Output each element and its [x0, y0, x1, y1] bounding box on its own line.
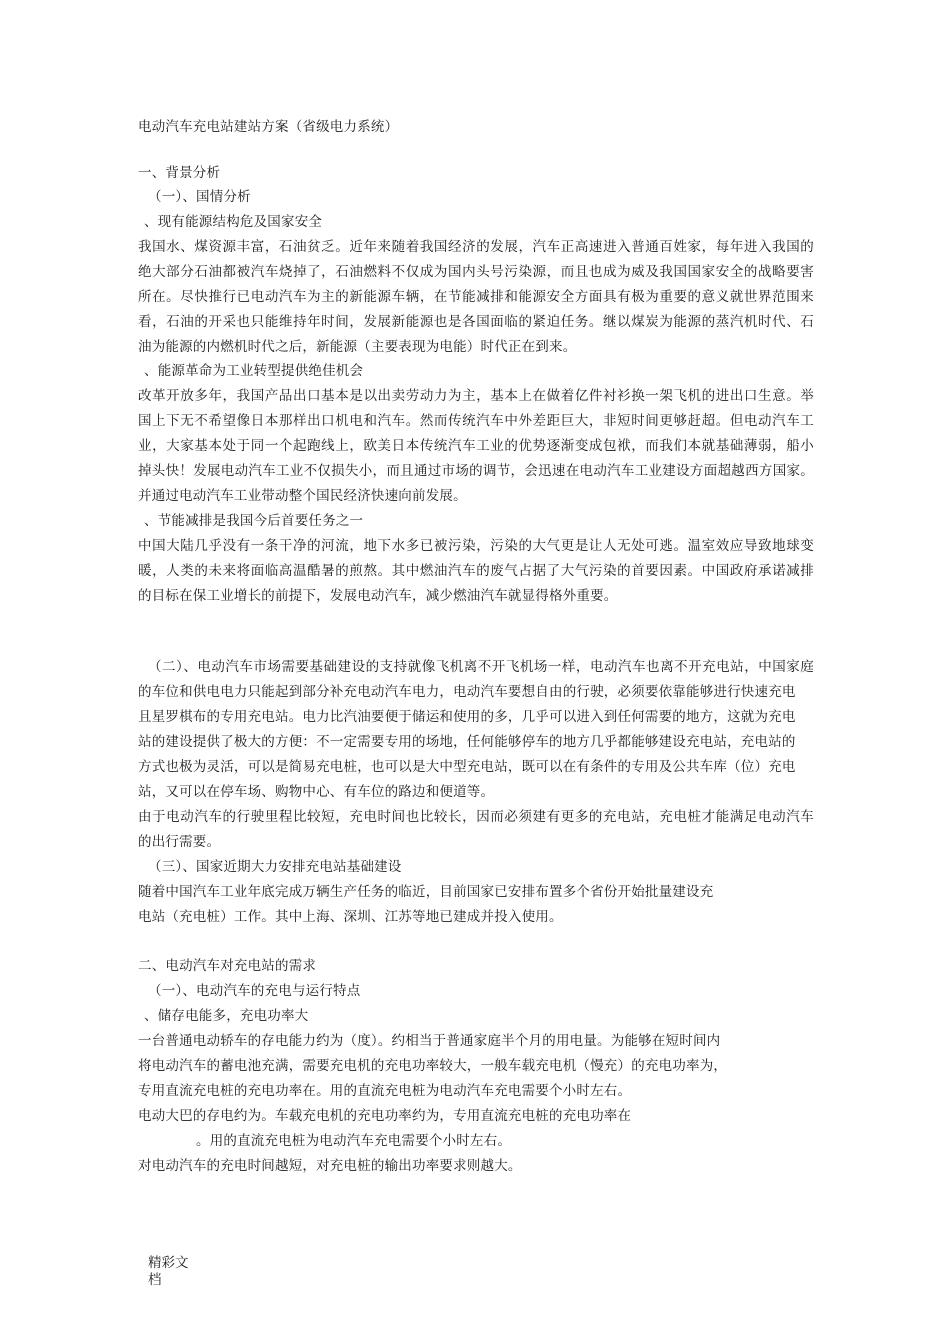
- paragraph-line: 并通过电动汽车工业带动整个国民经济快速向前发展。: [138, 488, 467, 504]
- document-title: 电动汽车充电站建站方案（省级电力系统）: [138, 119, 399, 135]
- paragraph-line: 的目标在保工业增长的前提下，发展电动汽车，减少燃油汽车就显得格外重要。: [138, 588, 618, 604]
- paragraph-line: 对电动汽车的充电时间越短，对充电桩的输出功率要求则越大。: [138, 1158, 522, 1174]
- subsection-heading: （一）、国情分析: [148, 189, 251, 205]
- paragraph-line: 改革开放多年，我国产品出口基本是以出卖劳动力为主，基本上在做着亿件衬衫换一架飞机的进出口生意。举: [138, 388, 814, 404]
- paragraph-line: 将电动汽车的蓄电池充满，需要充电机的充电功率较大，一般车载充电机（慢充）的充电功率为，: [138, 1058, 728, 1074]
- section-heading: 一、背景分析: [138, 165, 221, 181]
- subsection-heading: （三）、国家近期大力安排充电站基础建设: [148, 859, 402, 875]
- paragraph-line: 所在。尽快推行已电动汽车为主的新能源车辆，在节能减排和能源安全方面具有极为重要的意义就世界范围来: [138, 289, 814, 305]
- topic-heading: 、储存电能多，充电功率大: [144, 1008, 309, 1024]
- subsection-paragraph-line: （二）、电动汽车市场需要基础建设的支持就像飞机离不开飞机场一样，电动汽车也离不开充电站，中国家庭: [148, 659, 814, 675]
- paragraph-line: 我国水、煤资源丰富，石油贫乏。近年来随着我国经济的发展，汽车正高速进入普通百姓家，每年进入我国的: [138, 239, 814, 255]
- paragraph-line: 绝大部分石油都被汽车烧掉了，石油燃料不仅成为国内头号污染源，而且也成为威及我国国家安全的战略要害: [138, 264, 814, 280]
- paragraph-line: 由于电动汽车的行驶里程比较短，充电时间也比较长，因而必须建有更多的充电站，充电桩才能满足电动汽车: [138, 809, 814, 825]
- paragraph-line: 看，石油的开采也只能维持年时间，发展新能源也是各国面临的紧迫任务。继以煤炭为能源的蒸汽机时代、石: [138, 314, 814, 330]
- paragraph-line: 的车位和供电电力只能起到部分补充电动汽车电力，电动汽车要想自由的行驶，必须要依靠能够进行快速充电: [138, 684, 796, 700]
- section-heading: 二、电动汽车对充电站的需求: [138, 958, 317, 974]
- paragraph-line: 电动大巴的存电约为。车载充电机的充电功率约为，专用直流充电桩的充电功率在: [138, 1108, 632, 1124]
- topic-heading: 、能源革命为工业转型提供绝佳机会: [144, 363, 364, 379]
- paragraph-line: 掉头快！发展电动汽车工业不仅损失小，而且通过市场的调节，会迅速在电动汽车工业建设方面超越西方国家。: [138, 463, 814, 479]
- paragraph-line: 中国大陆几乎没有一条干净的河流，地下水多已被污染，污染的大气更是让人无处可逃。温室效应导致地球变: [138, 538, 814, 554]
- paragraph-line: 的出行需要。: [138, 834, 221, 850]
- paragraph-line: 业，大家基本处于同一个起跑线上，欧美日本传统汽车工业的优势逐渐变成包袱，而我们本就基础薄弱，船小: [138, 438, 814, 454]
- paragraph-line: 专用直流充电桩的充电功率在。用的直流充电桩为电动汽车充电需要个小时左右。: [138, 1083, 632, 1099]
- paragraph-line: 电站（充电桩）工作。其中上海、深圳、江苏等地已建成并投入使用。: [138, 909, 563, 925]
- paragraph-line: 。用的直流充电桩为电动汽车充电需要个小时左右。: [196, 1133, 512, 1149]
- paragraph-line: 国上下无不希望像日本那样出口机电和汽车。然而传统汽车中外差距巨大，非短时间更够赶超。但电动汽车工: [138, 413, 814, 429]
- paragraph-line: 方式也极为灵活，可以是简易充电桩，也可以是大中型充电站，既可以在有条件的专用及公共车库（位）充电: [138, 759, 796, 775]
- page-footer: 精彩文档: [148, 1255, 189, 1288]
- topic-heading: 、节能减排是我国今后首要任务之一: [144, 513, 364, 529]
- paragraph-line: 且星罗棋布的专用充电站。电力比汽油要便于储运和使用的多，几乎可以进入到任何需要的地方，这就为充电: [138, 709, 796, 725]
- paragraph-line: 站，又可以在停车场、购物中心、有车位的路边和便道等。: [138, 784, 495, 800]
- topic-heading: 、现有能源结构危及国家安全: [144, 214, 323, 230]
- paragraph-line: 一台普通电动轿车的存电能力约为（度）。约相当于普通家庭半个月的用电量。为能够在短时间内: [138, 1033, 721, 1049]
- paragraph-line: 站的建设提供了极大的方便：不一定需要专用的场地，任何能够停车的地方几乎都能够建设充电站，充电站的: [138, 734, 796, 750]
- paragraph-line: 暖，人类的未来将面临高温酷暑的煎熬。其中燃油汽车的废气占据了大气污染的首要因素。中国政府承诺减排: [138, 563, 814, 579]
- paragraph-line: 油为能源的内燃机时代之后，新能源（主要表现为电能）时代正在到来。: [138, 339, 577, 355]
- paragraph-line: 随着中国汽车工业年底完成万辆生产任务的临近，目前国家已安排布置多个省份开始批量建设充: [138, 884, 714, 900]
- subsection-heading: （一）、电动汽车的充电与运行特点: [148, 983, 361, 999]
